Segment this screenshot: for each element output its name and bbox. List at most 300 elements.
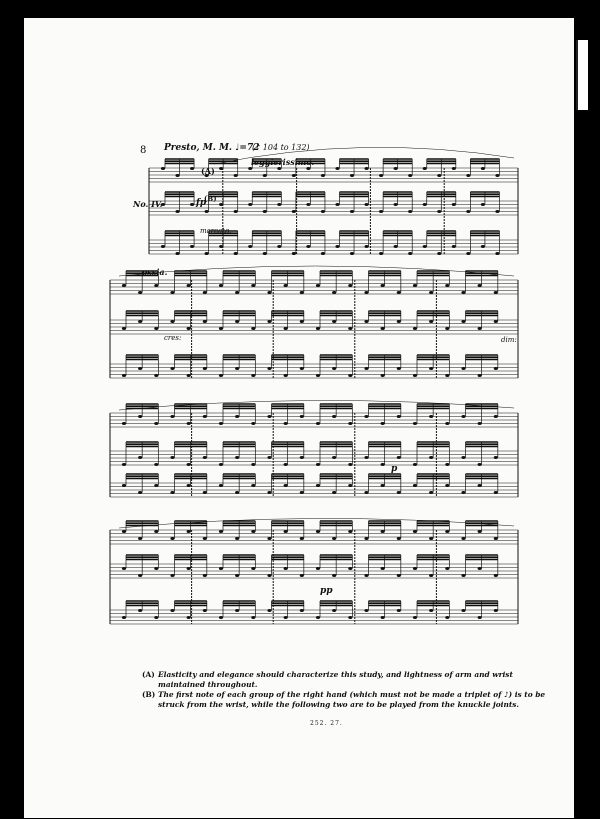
notehead (316, 422, 320, 425)
notehead (300, 320, 304, 323)
notehead (348, 567, 352, 570)
footnote-b-text: The first note of each group of the right hand (which must not be made a triplet of ♪) is to be struck from the wrist, while the following two are to be played from the knuckle joints. (158, 690, 546, 709)
notehead (316, 284, 320, 287)
notehead (251, 567, 255, 570)
notehead (350, 174, 354, 177)
notehead (190, 167, 194, 170)
notehead (321, 252, 325, 255)
notehead (397, 291, 401, 294)
notehead (316, 374, 320, 377)
notehead (429, 491, 433, 494)
notehead (300, 609, 304, 612)
notehead (413, 530, 417, 533)
notehead (300, 415, 304, 418)
notehead (397, 456, 401, 459)
notehead (170, 574, 174, 577)
notehead (494, 320, 498, 323)
notehead (397, 491, 401, 494)
notehead (481, 167, 485, 170)
notehead (267, 537, 271, 540)
notehead (138, 609, 142, 612)
notehead (429, 291, 433, 294)
notehead (203, 574, 207, 577)
notehead (219, 530, 223, 533)
notehead (364, 245, 368, 248)
notehead (494, 491, 498, 494)
notehead (381, 422, 385, 425)
notehead (481, 245, 485, 248)
notehead (466, 210, 470, 213)
dynamic-p: p (391, 464, 398, 474)
notehead (267, 415, 271, 418)
notehead (284, 374, 288, 377)
notehead (187, 422, 191, 425)
notehead (251, 422, 255, 425)
notehead (397, 574, 401, 577)
notehead (219, 463, 223, 466)
notehead (461, 291, 465, 294)
notehead (413, 484, 417, 487)
notehead (408, 174, 412, 177)
notehead (316, 484, 320, 487)
notehead (170, 291, 174, 294)
notehead (219, 374, 223, 377)
notehead (494, 574, 498, 577)
notehead (335, 167, 339, 170)
notehead (381, 616, 385, 619)
notehead (203, 537, 207, 540)
notehead (348, 484, 352, 487)
notehead (170, 609, 174, 612)
notehead (495, 174, 499, 177)
notehead (203, 456, 207, 459)
slur (119, 518, 514, 528)
notehead (306, 203, 310, 206)
notehead (138, 456, 142, 459)
notehead (284, 616, 288, 619)
notehead (478, 284, 482, 287)
score-page (24, 18, 574, 818)
notehead (300, 291, 304, 294)
notehead (466, 252, 470, 255)
notehead (437, 210, 441, 213)
notehead (154, 374, 158, 377)
footnote-a (142, 670, 552, 690)
notehead (235, 537, 239, 540)
notehead (478, 463, 482, 466)
notehead (234, 174, 238, 177)
notehead (187, 567, 191, 570)
notehead (332, 291, 336, 294)
page-number: 8 (140, 145, 147, 156)
notehead (429, 574, 433, 577)
page-tab (576, 40, 588, 110)
notehead (170, 456, 174, 459)
notehead (494, 456, 498, 459)
tempo-alternative: (♪ 104 to 132) (252, 143, 310, 152)
notehead (284, 422, 288, 425)
notehead (219, 327, 223, 330)
notehead (452, 245, 456, 248)
notehead (408, 252, 412, 255)
notehead (251, 616, 255, 619)
notehead (277, 245, 281, 248)
notehead (138, 415, 142, 418)
notehead (203, 367, 207, 370)
notehead (445, 616, 449, 619)
notehead (122, 284, 126, 287)
notehead (122, 484, 126, 487)
notehead (348, 463, 352, 466)
notehead (413, 327, 417, 330)
notehead (321, 174, 325, 177)
footnote-b-key: (B) (142, 690, 156, 699)
notehead (397, 415, 401, 418)
ossia-label: ossia. (142, 267, 168, 277)
notehead (122, 422, 126, 425)
notehead (300, 491, 304, 494)
notehead (234, 210, 238, 213)
notehead (187, 616, 191, 619)
notehead (235, 320, 239, 323)
notehead (364, 291, 368, 294)
notehead (190, 203, 194, 206)
notehead (277, 167, 281, 170)
notehead (452, 167, 456, 170)
notehead (397, 537, 401, 540)
notehead (348, 327, 352, 330)
notehead (187, 463, 191, 466)
notehead (122, 374, 126, 377)
notehead (251, 530, 255, 533)
notehead (203, 609, 207, 612)
slur (119, 266, 514, 276)
notehead (267, 320, 271, 323)
notehead (478, 530, 482, 533)
notehead (235, 415, 239, 418)
footnote-a-text: Elasticity and elegance should characterize this study, and lightness of arm and wrist maintained throughout. (158, 670, 513, 689)
notehead (316, 616, 320, 619)
notehead (332, 491, 336, 494)
notehead (205, 210, 209, 213)
tempo-marking: Presto, M. M. ♩=72 (164, 143, 260, 153)
notehead (292, 252, 296, 255)
notehead (437, 252, 441, 255)
notehead (394, 203, 398, 206)
notehead (203, 320, 207, 323)
notehead (429, 320, 433, 323)
notehead (316, 327, 320, 330)
notehead (122, 327, 126, 330)
notehead (379, 210, 383, 213)
notehead (300, 456, 304, 459)
notehead (478, 567, 482, 570)
notehead (429, 456, 433, 459)
notehead (170, 367, 174, 370)
notehead (445, 422, 449, 425)
notehead (190, 245, 194, 248)
notehead (316, 463, 320, 466)
notehead (219, 567, 223, 570)
notehead (175, 210, 179, 213)
notehead (461, 574, 465, 577)
notehead (154, 327, 158, 330)
footnotes (142, 670, 552, 710)
expression-marking: leggierissimo. (251, 157, 315, 167)
notehead (364, 203, 368, 206)
notehead (413, 374, 417, 377)
notehead (234, 252, 238, 255)
notehead (494, 609, 498, 612)
notehead (235, 491, 239, 494)
notehead (413, 567, 417, 570)
notehead (445, 484, 449, 487)
notehead (170, 320, 174, 323)
notehead (161, 245, 165, 248)
notehead (478, 422, 482, 425)
notehead (335, 245, 339, 248)
notehead (350, 210, 354, 213)
notehead (138, 320, 142, 323)
notehead (219, 484, 223, 487)
notehead (170, 415, 174, 418)
notehead (348, 284, 352, 287)
notehead (461, 456, 465, 459)
crescendo-marking: cres: (164, 334, 182, 342)
notehead (251, 374, 255, 377)
notehead (138, 537, 142, 540)
notehead (379, 174, 383, 177)
notehead (284, 327, 288, 330)
notehead (203, 291, 207, 294)
notehead (348, 616, 352, 619)
notehead (332, 574, 336, 577)
notehead (495, 210, 499, 213)
notehead (397, 367, 401, 370)
notehead (170, 537, 174, 540)
notehead (332, 320, 336, 323)
notehead (478, 484, 482, 487)
notehead (429, 537, 433, 540)
notehead (263, 252, 267, 255)
notehead (122, 530, 126, 533)
notehead (138, 491, 142, 494)
notehead (219, 284, 223, 287)
notehead (381, 484, 385, 487)
notehead (138, 291, 142, 294)
notehead (154, 484, 158, 487)
footnote-b (142, 690, 552, 710)
plate-number: 252. 27. (310, 720, 343, 727)
notehead (203, 415, 207, 418)
notehead (381, 530, 385, 533)
notehead (138, 367, 142, 370)
notehead (335, 203, 339, 206)
notehead (461, 609, 465, 612)
notehead (284, 567, 288, 570)
notehead (445, 463, 449, 466)
notehead (494, 537, 498, 540)
notehead (408, 210, 412, 213)
notehead (364, 537, 368, 540)
notehead (306, 245, 310, 248)
notehead (316, 567, 320, 570)
notehead (466, 174, 470, 177)
notehead (219, 422, 223, 425)
notehead (251, 284, 255, 287)
notehead (267, 491, 271, 494)
notehead (263, 174, 267, 177)
notehead (381, 463, 385, 466)
notehead (364, 367, 368, 370)
notehead (300, 574, 304, 577)
notehead (248, 203, 252, 206)
notehead (364, 456, 368, 459)
notehead (332, 609, 336, 612)
notehead (248, 167, 252, 170)
notehead (348, 530, 352, 533)
notehead (494, 367, 498, 370)
notehead (461, 537, 465, 540)
notehead (478, 374, 482, 377)
notehead (138, 574, 142, 577)
notehead (429, 367, 433, 370)
notehead (429, 609, 433, 612)
notehead (187, 484, 191, 487)
notehead (251, 484, 255, 487)
notehead (381, 374, 385, 377)
notehead (381, 567, 385, 570)
notehead (251, 463, 255, 466)
notehead (494, 291, 498, 294)
notehead (332, 456, 336, 459)
notehead (332, 415, 336, 418)
notehead (381, 284, 385, 287)
notehead (292, 174, 296, 177)
notehead (379, 252, 383, 255)
notehead (292, 210, 296, 213)
notehead (381, 327, 385, 330)
diminuendo-marking: dim: (501, 336, 517, 344)
notehead (267, 574, 271, 577)
marcato-marking: marcato. (200, 227, 232, 235)
dynamic-pp: pp (320, 586, 333, 596)
notehead (248, 245, 252, 248)
notehead (187, 284, 191, 287)
notehead (284, 463, 288, 466)
footnote-marker-a: (A) (201, 166, 215, 176)
notehead (154, 567, 158, 570)
notehead (154, 284, 158, 287)
notehead (175, 174, 179, 177)
notehead (348, 422, 352, 425)
notehead (423, 203, 427, 206)
notehead (397, 609, 401, 612)
notehead (277, 203, 281, 206)
notehead (284, 284, 288, 287)
notehead (251, 327, 255, 330)
notehead (161, 167, 165, 170)
notehead (445, 567, 449, 570)
notehead (394, 167, 398, 170)
notehead (461, 491, 465, 494)
notehead (122, 567, 126, 570)
notehead (413, 463, 417, 466)
notehead (154, 463, 158, 466)
notehead (263, 210, 267, 213)
notehead (413, 616, 417, 619)
notehead (364, 491, 368, 494)
footnote-a-key: (A) (142, 670, 155, 679)
notehead (461, 320, 465, 323)
notehead (284, 484, 288, 487)
notehead (321, 210, 325, 213)
notehead (364, 167, 368, 170)
scan-edge (574, 0, 600, 819)
notehead (219, 616, 223, 619)
notehead (300, 537, 304, 540)
notehead (478, 616, 482, 619)
notehead (423, 245, 427, 248)
notehead (235, 291, 239, 294)
notehead (478, 327, 482, 330)
notehead (316, 530, 320, 533)
notehead (267, 609, 271, 612)
notehead (445, 327, 449, 330)
notehead (306, 167, 310, 170)
notehead (187, 374, 191, 377)
notehead (413, 422, 417, 425)
notehead (205, 252, 209, 255)
notehead (235, 456, 239, 459)
footnote-marker-b: (B) (204, 194, 217, 203)
notehead (445, 284, 449, 287)
notehead (445, 374, 449, 377)
notehead (364, 320, 368, 323)
notehead (437, 174, 441, 177)
notehead (284, 530, 288, 533)
notehead (348, 374, 352, 377)
notehead (122, 463, 126, 466)
notehead (203, 491, 207, 494)
notehead (350, 252, 354, 255)
notehead (461, 415, 465, 418)
notehead (495, 252, 499, 255)
notehead (332, 367, 336, 370)
notehead (235, 367, 239, 370)
notehead (235, 574, 239, 577)
notehead (364, 609, 368, 612)
notehead (187, 530, 191, 533)
dynamic-fp: fp (196, 198, 207, 208)
notehead (175, 252, 179, 255)
notehead (332, 537, 336, 540)
notehead (364, 415, 368, 418)
notehead (494, 415, 498, 418)
notehead (267, 367, 271, 370)
study-number-label: No. IV. (133, 199, 163, 209)
notehead (154, 616, 158, 619)
notehead (429, 415, 433, 418)
notehead (267, 291, 271, 294)
notehead (154, 530, 158, 533)
notehead (423, 167, 427, 170)
notehead (445, 530, 449, 533)
notehead (481, 203, 485, 206)
notehead (154, 422, 158, 425)
notehead (413, 284, 417, 287)
notehead (300, 367, 304, 370)
